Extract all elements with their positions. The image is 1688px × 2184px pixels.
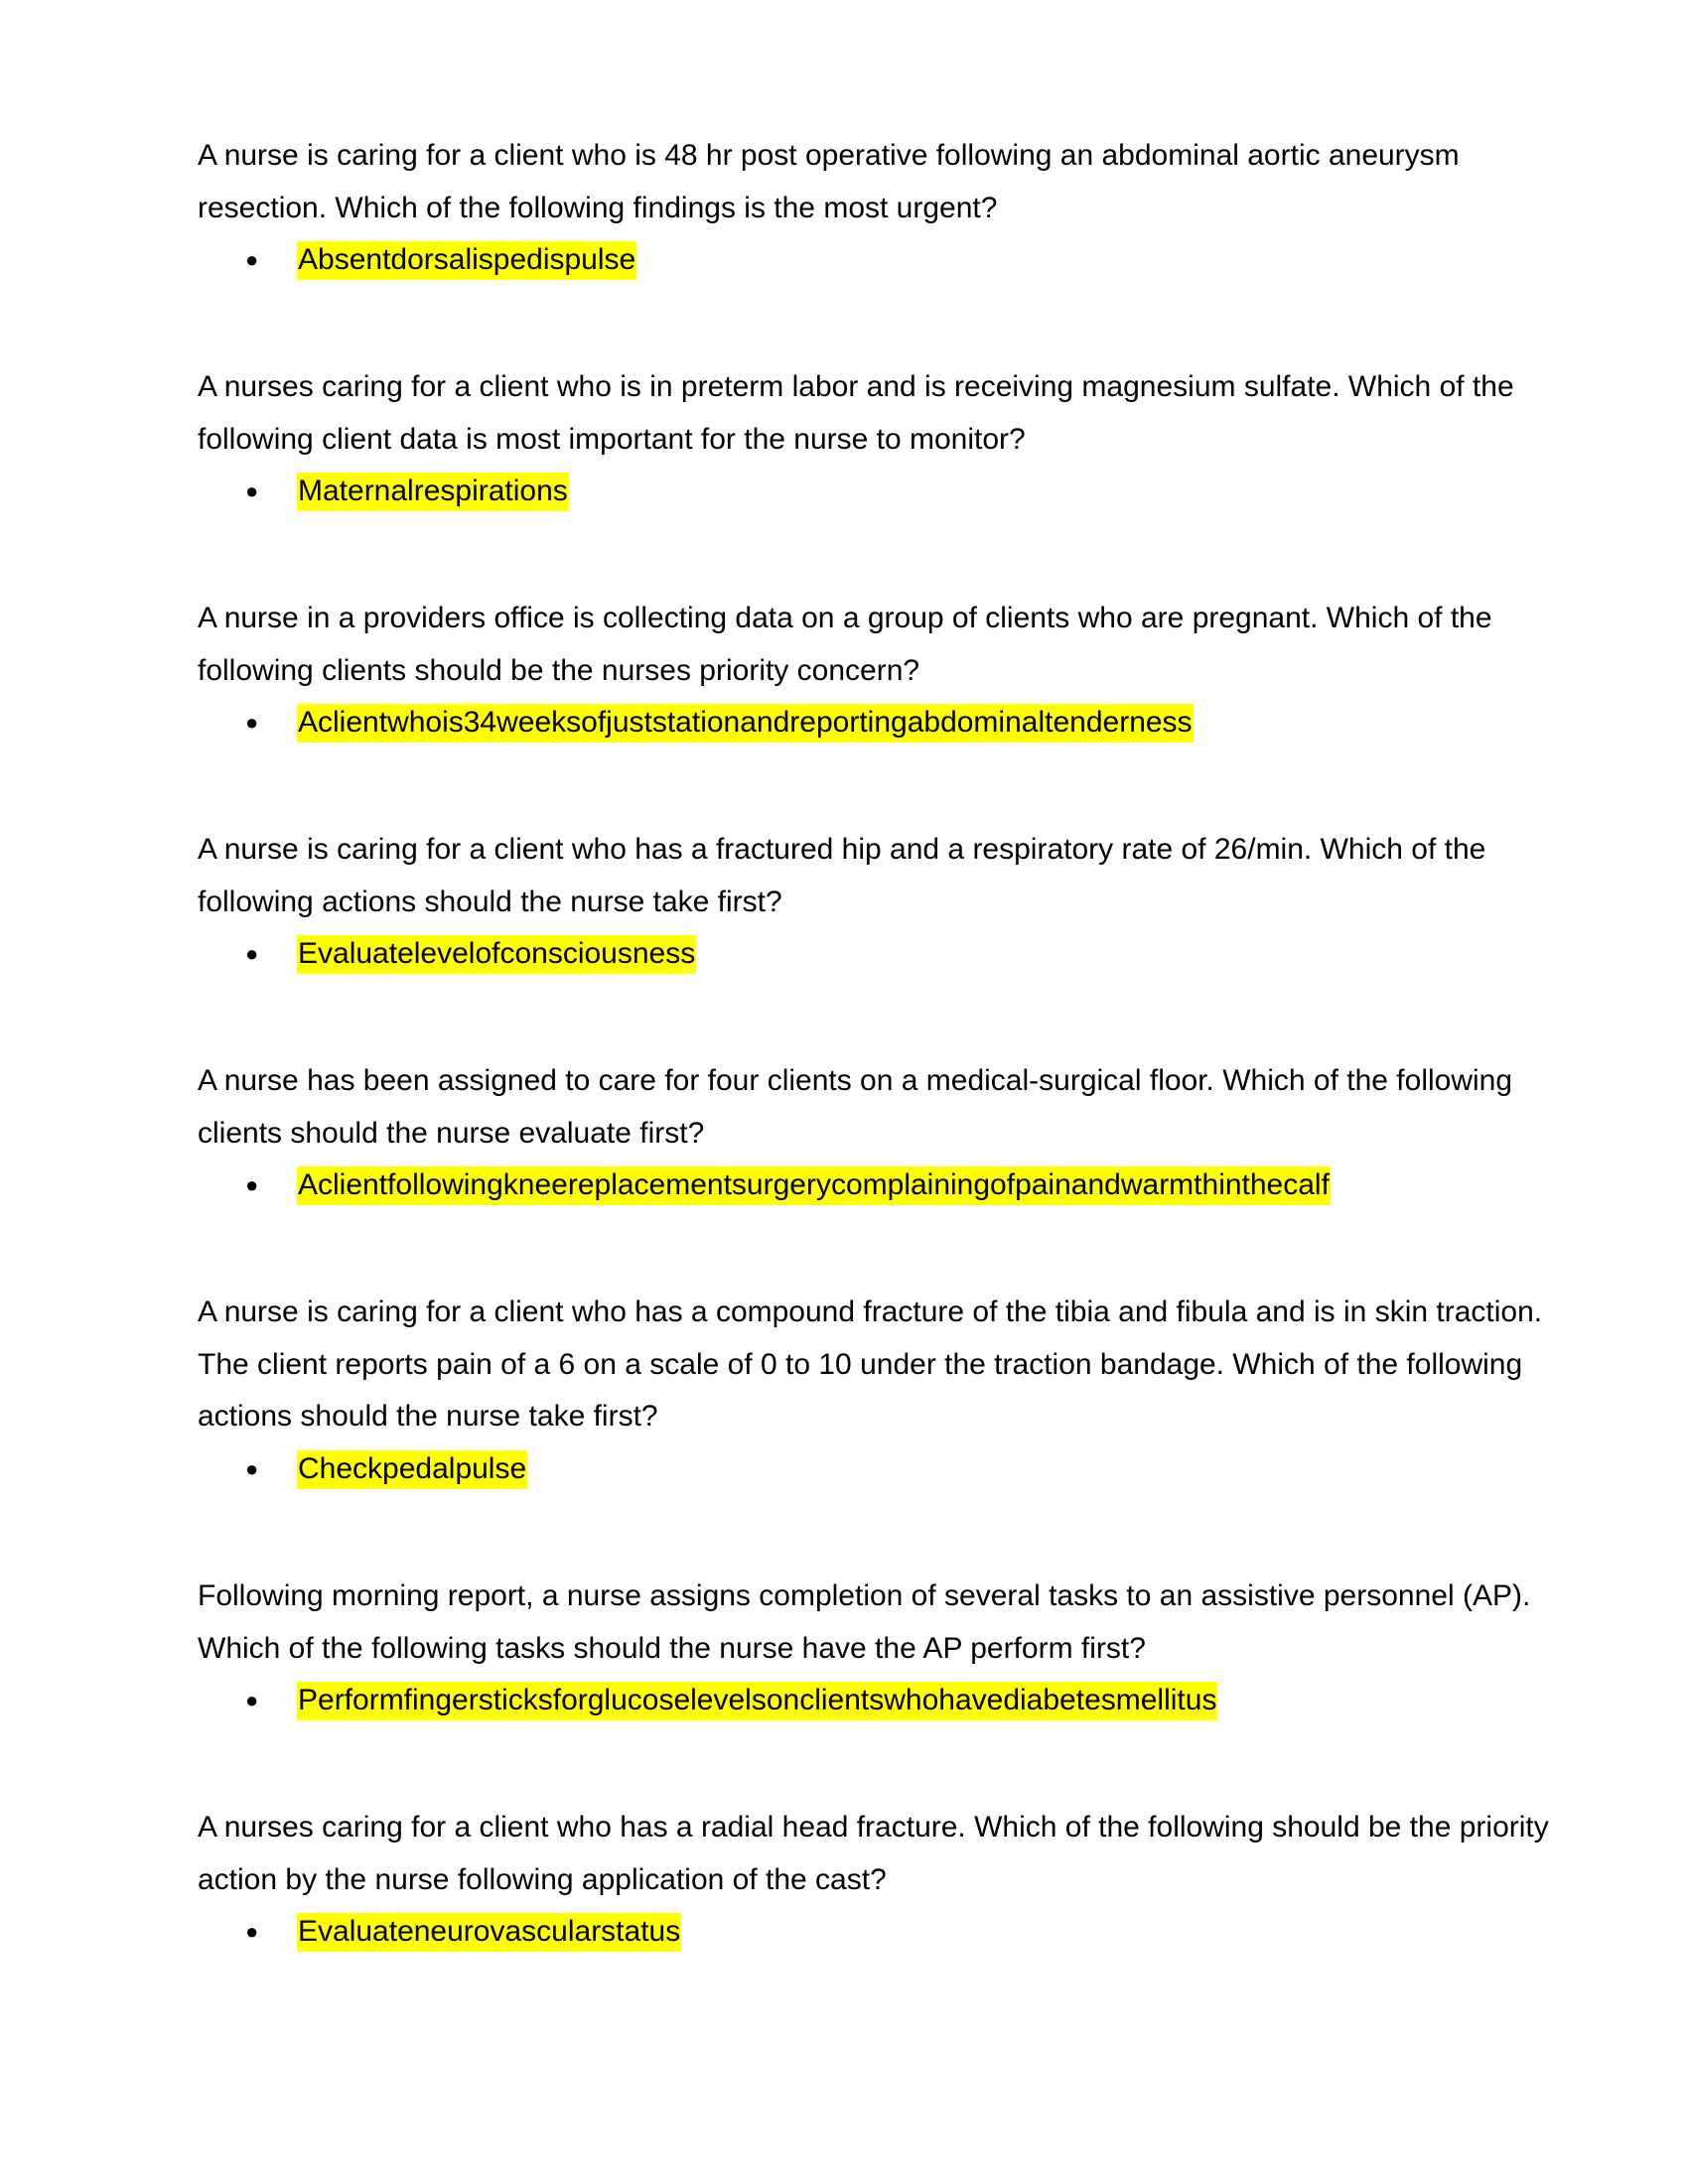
answer-item [198,697,1588,750]
bullet-icon: ● [245,1919,259,1944]
question-text: A nurse is caring for a client who is 48 hr post operative following an abdominal aortic aneurysm resection. Which of the following findings is the most urgent? [198,139,1460,224]
answer-item [198,1906,1588,1959]
answer-item [198,1160,1588,1212]
question-block-8 [198,1802,1588,1959]
question-block-6 [198,1287,1588,1495]
question-block-4 [198,824,1588,981]
highlighted-answer: Aclientfollowingkneereplacementsurgerycomplainingofpainandwarmthinthecalf [297,1166,1331,1205]
question-block-3 [198,593,1588,750]
question-text: A nurse is caring for a client who has a compound fracture of the tibia and fibula and is in skin traction. The client reports pain of a 6 on a scale of 0 to 10 under the traction bandage. Which of the following actions should the nurse take first? [198,1296,1543,1433]
highlighted-answer: Evaluatelevelofconsciousness [297,935,696,974]
question-block-2 [198,361,1588,518]
answer-item [198,928,1588,981]
question-text: A nurses caring for a client who is in preterm labor and is receiving magnesium sulfate. Which of the following client data is most important for the nurse to monitor? [198,370,1514,456]
bullet-icon: ● [245,941,259,966]
bullet-icon: ● [245,247,259,272]
question-block-7 [198,1570,1588,1727]
question-text: A nurses caring for a client who has a radial head fracture. Which of the following should be the priority action by the nurse following application of the cast? [198,1811,1549,1896]
bullet-icon: ● [245,1172,259,1197]
answer-item [198,1675,1588,1727]
question-text: Following morning report, a nurse assigns completion of several tasks to an assistive personnel (AP). Which of the following tasks should the nurse have the AP perform first? [198,1579,1531,1665]
highlighted-answer: Checkpedalpulse [297,1450,527,1489]
bullet-icon: ● [245,1688,259,1712]
bullet-icon: ● [245,478,259,503]
highlighted-answer: Performfingersticksforglucoselevelsonclientswhohavediabetesmellitus [297,1682,1217,1720]
bullet-icon: ● [245,1455,259,1481]
answer-item [198,466,1588,518]
answer-item [198,1443,1588,1496]
highlighted-answer: Aclientwhois34weeksofjuststationandreportingabdominaltenderness [297,704,1194,743]
bullet-icon: ● [245,710,259,735]
highlighted-answer: Evaluateneurovascularstatus [297,1913,681,1952]
question-text: A nurse has been assigned to care for four clients on a medical-surgical floor. Which of the following clients should the nurse evaluate first? [198,1064,1513,1150]
question-block-5 [198,1055,1588,1212]
question-text: A nurse is caring for a client who has a fractured hip and a respiratory rate of 26/min. Which of the following actions should the nurse take first? [198,833,1486,918]
question-text: A nurse in a providers office is collecting data on a group of clients who are pregnant. Which of the following clients should be the nurses priority concern? [198,602,1492,687]
answer-item [198,234,1588,287]
question-block-1 [198,130,1588,287]
highlighted-answer: Maternalrespirations [297,473,569,511]
highlighted-answer: Absentdorsalispedispulse [297,241,636,280]
